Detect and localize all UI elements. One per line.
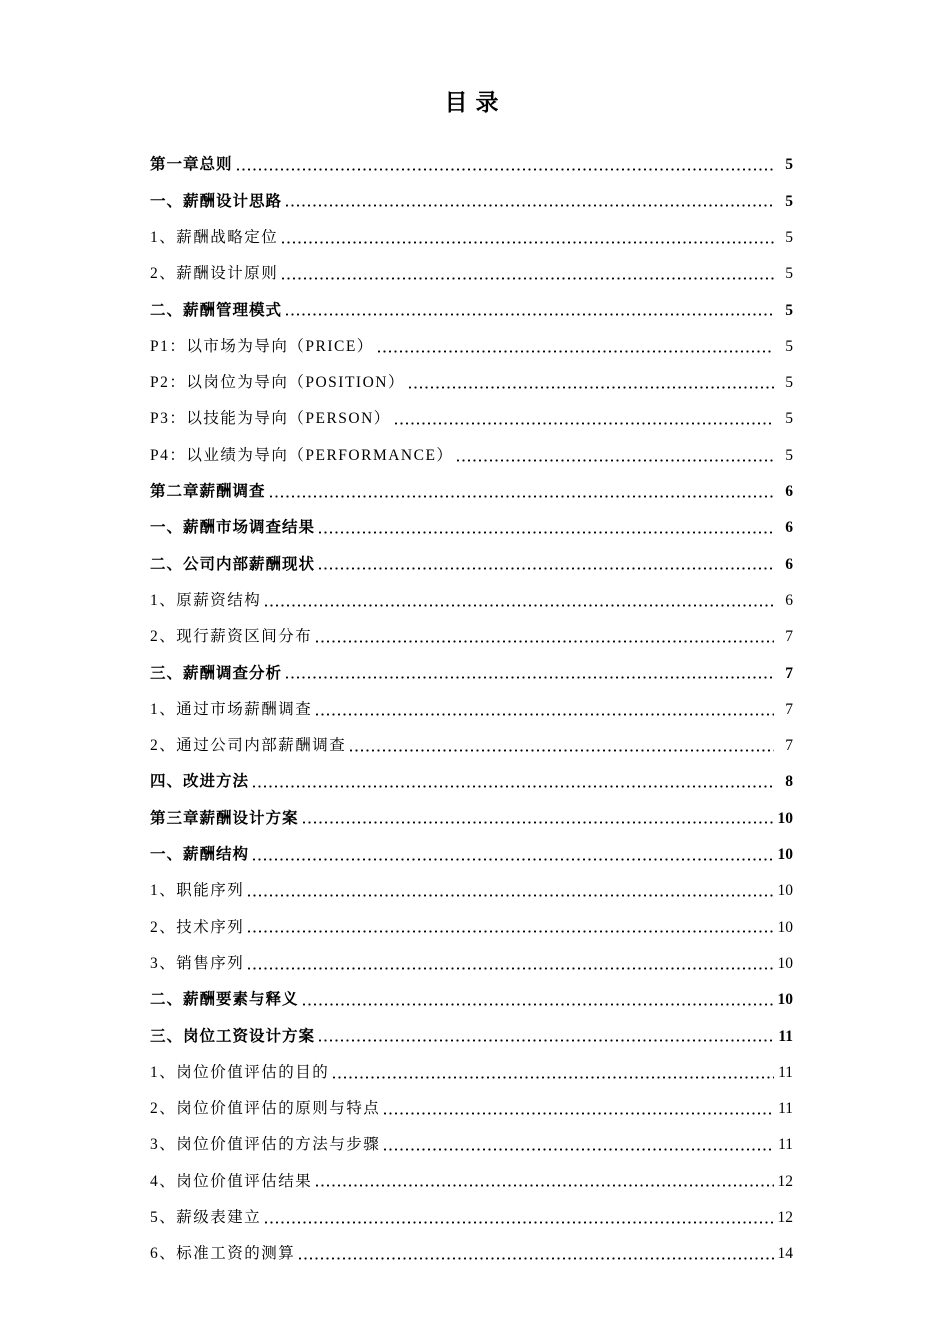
toc-entry[interactable] (150, 147, 793, 183)
toc-entry-page: 5 (785, 228, 793, 246)
toc-entry[interactable] (150, 691, 793, 727)
dot-leader (302, 810, 774, 826)
toc-entry-page: 8 (785, 773, 793, 791)
toc-entry-page: 12 (777, 1172, 793, 1190)
toc-entry[interactable] (150, 437, 793, 473)
toc-entry-page: 7 (785, 737, 793, 755)
toc-entry-page: 5 (785, 156, 793, 174)
toc-entry[interactable] (150, 328, 793, 364)
toc-entry[interactable] (150, 982, 793, 1018)
toc-entry[interactable] (150, 183, 793, 219)
toc-entry-label: 1、岗位价值评估的目的 (150, 1063, 330, 1081)
dot-leader (383, 1137, 774, 1153)
toc-entry[interactable] (150, 220, 793, 256)
toc-entry[interactable] (150, 655, 793, 691)
toc-entry-label: 2、技术序列 (150, 918, 245, 936)
toc-entry-label: 1、原薪资结构 (150, 591, 262, 609)
toc-entry[interactable] (150, 365, 793, 401)
toc-entry-label: 2、岗位价值评估的原则与特点 (150, 1100, 381, 1118)
dot-leader (315, 702, 774, 718)
dot-leader (408, 375, 774, 391)
toc-entry[interactable] (150, 764, 793, 800)
toc-entry-page: 5 (785, 301, 793, 319)
dot-leader (318, 556, 774, 572)
dot-leader (332, 1065, 774, 1081)
dot-leader (456, 448, 774, 464)
toc-entry[interactable] (150, 800, 793, 836)
toc-entry-page: 11 (778, 1027, 793, 1045)
toc-entry[interactable] (150, 946, 793, 982)
toc-entry[interactable] (150, 1018, 793, 1054)
toc-entry-page: 5 (785, 410, 793, 428)
dot-leader (247, 883, 774, 899)
toc-entry[interactable] (150, 401, 793, 437)
toc-entry-label: P4：以业绩为导向（PERFORMANCE） (150, 446, 454, 464)
dot-leader (315, 629, 774, 645)
toc-entry[interactable] (150, 1054, 793, 1090)
dot-leader (349, 738, 774, 754)
toc-entry-label: 三、薪酬调查分析 (150, 664, 283, 682)
dot-leader (302, 992, 774, 1008)
toc-entry-page: 10 (777, 954, 793, 972)
toc-entry-page: 5 (785, 446, 793, 464)
toc-entry[interactable] (150, 1236, 793, 1272)
toc-entry[interactable] (150, 619, 793, 655)
toc-entry-label: 2、通过公司内部薪酬调查 (150, 737, 347, 755)
toc-entry-label: 二、薪酬管理模式 (150, 301, 283, 319)
toc-entry[interactable] (150, 1200, 793, 1236)
toc-entry-label: 一、薪酬市场调查结果 (150, 519, 316, 537)
toc-entry-page: 6 (785, 483, 793, 501)
toc-entry-page: 6 (785, 591, 793, 609)
toc-entry-label: 1、薪酬战略定位 (150, 228, 279, 246)
toc-entry-label: 一、薪酬结构 (150, 846, 250, 864)
toc-entry[interactable] (150, 292, 793, 328)
toc-entry-page: 10 (777, 918, 793, 936)
dot-leader (298, 1246, 774, 1262)
toc-entry-label: 1、通过市场薪酬调查 (150, 700, 313, 718)
toc-entry-page: 10 (777, 846, 793, 864)
toc-entry-label: 6、标准工资的测算 (150, 1245, 296, 1263)
toc-entry-page: 5 (785, 337, 793, 355)
toc-entry-label: 四、改进方法 (150, 773, 250, 791)
toc-entry-label: P2：以岗位为导向（POSITION） (150, 374, 405, 392)
dot-leader (236, 157, 774, 173)
toc-entry-label: 第三章薪酬设计方案 (150, 809, 299, 827)
dot-leader (264, 593, 774, 609)
toc-entry-page: 10 (777, 991, 793, 1009)
toc-entry-label: 一、薪酬设计思路 (150, 192, 283, 210)
toc-entry-label: 4、岗位价值评估结果 (150, 1172, 313, 1190)
toc-entry[interactable] (150, 510, 793, 546)
dot-leader (281, 230, 774, 246)
toc-entry-label: 1、职能序列 (150, 882, 245, 900)
toc-entry[interactable] (150, 837, 793, 873)
dot-leader (285, 665, 774, 681)
toc-entry-page: 10 (777, 882, 793, 900)
toc-entry-label: 3、销售序列 (150, 954, 245, 972)
toc-entry[interactable] (150, 1163, 793, 1199)
toc-entry-label: P1：以市场为导向（PRICE） (150, 337, 374, 355)
toc-entry-page: 5 (785, 192, 793, 210)
dot-leader (285, 302, 774, 318)
toc-entry-label: 5、薪级表建立 (150, 1209, 262, 1226)
toc-entry-page: 11 (778, 1100, 793, 1118)
toc-entry-page: 6 (785, 555, 793, 573)
dot-leader (269, 484, 774, 500)
toc-entry[interactable] (150, 728, 793, 764)
dot-leader (252, 847, 774, 863)
dot-leader (318, 1028, 774, 1044)
toc-entry-page: 5 (785, 374, 793, 392)
dot-leader (318, 520, 774, 536)
toc-entry[interactable] (150, 1127, 793, 1163)
toc-entry-label: 二、薪酬要素与释义 (150, 991, 299, 1009)
toc-entry-label: 3、岗位价值评估的方法与步骤 (150, 1136, 381, 1154)
dot-leader (315, 1173, 774, 1189)
toc-entry[interactable] (150, 1091, 793, 1127)
toc-entry-page: 11 (778, 1136, 793, 1154)
dot-leader (252, 774, 774, 790)
toc-entry-page: 12 (777, 1209, 793, 1226)
toc-entry-page: 7 (785, 700, 793, 718)
toc-entry-page: 7 (785, 628, 793, 646)
toc-entry-page: 14 (777, 1245, 793, 1263)
dot-leader (281, 266, 774, 282)
toc-entry-page: 7 (785, 664, 793, 682)
toc-entry-label: P3：以技能为导向（PERSON） (150, 410, 391, 428)
dot-leader (247, 919, 774, 935)
toc-entry-label: 2、现行薪资区间分布 (150, 628, 313, 646)
dot-leader (264, 1210, 774, 1226)
toc-entry-page: 5 (785, 265, 793, 283)
toc-entry[interactable] (150, 583, 793, 619)
dot-leader (383, 1101, 774, 1117)
dot-leader (247, 956, 774, 972)
toc-entry[interactable] (150, 546, 793, 582)
toc-entry[interactable] (150, 474, 793, 510)
toc-entry[interactable] (150, 256, 793, 292)
toc-entry-label: 第一章总则 (150, 156, 233, 174)
dot-leader (394, 411, 774, 427)
toc-entry[interactable] (150, 873, 793, 909)
toc-entry[interactable] (150, 909, 793, 945)
toc-entry-page: 6 (785, 519, 793, 537)
toc-entry-label: 2、薪酬设计原则 (150, 265, 279, 283)
dot-leader (377, 339, 774, 355)
dot-leader (285, 193, 774, 209)
toc-entry-label: 二、公司内部薪酬现状 (150, 555, 316, 573)
toc-entry-page: 10 (777, 809, 793, 827)
page-title: 目录 (444, 90, 507, 115)
toc-entry-label: 三、岗位工资设计方案 (150, 1027, 316, 1045)
toc-entry-page: 11 (778, 1063, 793, 1081)
toc-entry-label: 第二章薪酬调查 (150, 483, 266, 501)
toc-list (150, 147, 793, 1272)
